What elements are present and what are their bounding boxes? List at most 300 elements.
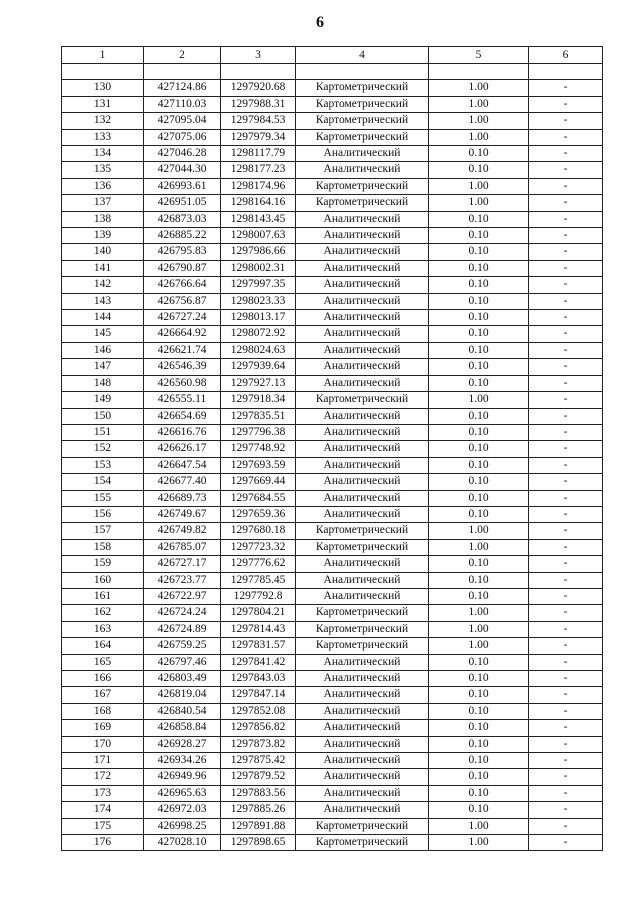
note-cell: - xyxy=(529,195,603,211)
method-cell: Аналитический xyxy=(296,342,429,358)
point-number-cell: 137 xyxy=(62,195,144,211)
note-cell: - xyxy=(529,326,603,342)
method-cell: Аналитический xyxy=(296,457,429,473)
x-coordinate-cell: 427028.10 xyxy=(144,835,221,851)
point-number-cell: 131 xyxy=(62,96,144,112)
method-cell: Аналитический xyxy=(296,441,429,457)
x-coordinate-cell: 426993.61 xyxy=(144,178,221,194)
point-number-cell: 176 xyxy=(62,835,144,851)
accuracy-cell: 0.10 xyxy=(429,588,529,604)
note-cell: - xyxy=(529,539,603,555)
table-row xyxy=(62,621,603,637)
accuracy-cell: 0.10 xyxy=(429,703,529,719)
point-number-cell: 136 xyxy=(62,178,144,194)
point-number-cell: 162 xyxy=(62,605,144,621)
method-cell: Картометрический xyxy=(296,818,429,834)
accuracy-cell: 1.00 xyxy=(429,835,529,851)
table-row xyxy=(62,785,603,801)
note-cell: - xyxy=(529,129,603,145)
x-coordinate-cell: 426803.49 xyxy=(144,671,221,687)
x-coordinate-cell xyxy=(144,64,221,80)
table-row xyxy=(62,80,603,96)
y-coordinate-cell: 1297873.82 xyxy=(221,736,296,752)
method-cell: Аналитический xyxy=(296,588,429,604)
accuracy-cell: 0.10 xyxy=(429,310,529,326)
accuracy-cell: 0.10 xyxy=(429,654,529,670)
accuracy-cell: 0.10 xyxy=(429,687,529,703)
point-number-cell: 171 xyxy=(62,753,144,769)
point-number-cell: 169 xyxy=(62,720,144,736)
x-coordinate-cell: 427124.86 xyxy=(144,80,221,96)
column-header: 3 xyxy=(221,47,296,64)
x-coordinate-cell: 426934.26 xyxy=(144,753,221,769)
method-cell: Картометрический xyxy=(296,178,429,194)
method-cell: Аналитический xyxy=(296,326,429,342)
table-row xyxy=(62,293,603,309)
point-number-cell: 170 xyxy=(62,736,144,752)
method-cell: Аналитический xyxy=(296,654,429,670)
note-cell: - xyxy=(529,654,603,670)
table-row xyxy=(62,638,603,654)
note-cell: - xyxy=(529,785,603,801)
accuracy-cell: 0.10 xyxy=(429,228,529,244)
table-row xyxy=(62,523,603,539)
method-cell: Аналитический xyxy=(296,802,429,818)
x-coordinate-cell: 426555.11 xyxy=(144,392,221,408)
method-cell: Картометрический xyxy=(296,539,429,555)
x-coordinate-cell: 427095.04 xyxy=(144,113,221,129)
note-cell: - xyxy=(529,441,603,457)
note-cell: - xyxy=(529,359,603,375)
y-coordinate-cell: 1297885.26 xyxy=(221,802,296,818)
y-coordinate-cell: 1297997.35 xyxy=(221,277,296,293)
method-cell: Аналитический xyxy=(296,753,429,769)
table-row xyxy=(62,392,603,408)
accuracy-cell xyxy=(429,64,529,80)
x-coordinate-cell: 426840.54 xyxy=(144,703,221,719)
accuracy-cell: 0.10 xyxy=(429,342,529,358)
table-row xyxy=(62,572,603,588)
column-header: 1 xyxy=(62,47,144,64)
x-coordinate-cell: 426885.22 xyxy=(144,228,221,244)
y-coordinate-cell: 1297856.82 xyxy=(221,720,296,736)
table-row xyxy=(62,671,603,687)
x-coordinate-cell: 426795.83 xyxy=(144,244,221,260)
x-coordinate-cell: 426723.77 xyxy=(144,572,221,588)
y-coordinate-cell: 1297984.53 xyxy=(221,113,296,129)
x-coordinate-cell: 427046.28 xyxy=(144,146,221,162)
method-cell: Аналитический xyxy=(296,424,429,440)
point-number-cell: 141 xyxy=(62,260,144,276)
y-coordinate-cell: 1298023.33 xyxy=(221,293,296,309)
accuracy-cell: 1.00 xyxy=(429,178,529,194)
note-cell: - xyxy=(529,96,603,112)
table-row xyxy=(62,195,603,211)
note-cell: - xyxy=(529,802,603,818)
point-number-cell: 173 xyxy=(62,785,144,801)
table-row xyxy=(62,769,603,785)
method-cell: Картометрический xyxy=(296,835,429,851)
note-cell: - xyxy=(529,818,603,834)
method-cell: Картометрический xyxy=(296,113,429,129)
accuracy-cell: 1.00 xyxy=(429,80,529,96)
column-header: 6 xyxy=(529,47,603,64)
point-number-cell: 149 xyxy=(62,392,144,408)
method-cell: Картометрический xyxy=(296,523,429,539)
table-row xyxy=(62,703,603,719)
accuracy-cell: 0.10 xyxy=(429,441,529,457)
note-cell: - xyxy=(529,506,603,522)
x-coordinate-cell: 426951.05 xyxy=(144,195,221,211)
point-number-cell: 161 xyxy=(62,588,144,604)
table-row xyxy=(62,326,603,342)
x-coordinate-cell: 426724.89 xyxy=(144,621,221,637)
x-coordinate-cell: 426749.67 xyxy=(144,506,221,522)
y-coordinate-cell: 1297988.31 xyxy=(221,96,296,112)
accuracy-cell: 0.10 xyxy=(429,785,529,801)
method-cell: Аналитический xyxy=(296,408,429,424)
accuracy-cell: 0.10 xyxy=(429,490,529,506)
accuracy-cell: 0.10 xyxy=(429,802,529,818)
point-number-cell: 145 xyxy=(62,326,144,342)
accuracy-cell: 1.00 xyxy=(429,392,529,408)
table-row xyxy=(62,654,603,670)
x-coordinate-cell: 426819.04 xyxy=(144,687,221,703)
table-row xyxy=(62,687,603,703)
method-cell: Аналитический xyxy=(296,277,429,293)
y-coordinate-cell: 1297804.21 xyxy=(221,605,296,621)
method-cell: Аналитический xyxy=(296,506,429,522)
accuracy-cell: 1.00 xyxy=(429,621,529,637)
point-number-cell: 168 xyxy=(62,703,144,719)
table-row xyxy=(62,260,603,276)
note-cell: - xyxy=(529,671,603,687)
y-coordinate-cell: 1297847.14 xyxy=(221,687,296,703)
accuracy-cell: 0.10 xyxy=(429,424,529,440)
table-header xyxy=(62,47,603,64)
note-cell: - xyxy=(529,457,603,473)
table-row xyxy=(62,113,603,129)
y-coordinate-cell: 1297920.68 xyxy=(221,80,296,96)
method-cell: Картометрический xyxy=(296,195,429,211)
method-cell: Аналитический xyxy=(296,572,429,588)
note-cell: - xyxy=(529,687,603,703)
x-coordinate-cell: 426727.24 xyxy=(144,310,221,326)
table-row xyxy=(62,474,603,490)
note-cell: - xyxy=(529,408,603,424)
table-row xyxy=(62,228,603,244)
y-coordinate-cell: 1297898.65 xyxy=(221,835,296,851)
table-row xyxy=(62,375,603,391)
note-cell: - xyxy=(529,424,603,440)
table-row xyxy=(62,441,603,457)
note-cell: - xyxy=(529,146,603,162)
y-coordinate-cell: 1297792.8 xyxy=(221,588,296,604)
x-coordinate-cell: 426759.25 xyxy=(144,638,221,654)
point-number-cell: 154 xyxy=(62,474,144,490)
point-number-cell xyxy=(62,64,144,80)
method-cell: Аналитический xyxy=(296,244,429,260)
accuracy-cell: 1.00 xyxy=(429,195,529,211)
method-cell: Аналитический xyxy=(296,375,429,391)
point-number-cell: 134 xyxy=(62,146,144,162)
y-coordinate-cell: 1297796.38 xyxy=(221,424,296,440)
note-cell: - xyxy=(529,392,603,408)
accuracy-cell: 1.00 xyxy=(429,605,529,621)
table-row xyxy=(62,129,603,145)
method-cell: Аналитический xyxy=(296,310,429,326)
y-coordinate-cell: 1298174.96 xyxy=(221,178,296,194)
accuracy-cell: 1.00 xyxy=(429,638,529,654)
point-number-cell: 144 xyxy=(62,310,144,326)
point-number-cell: 143 xyxy=(62,293,144,309)
accuracy-cell: 0.10 xyxy=(429,753,529,769)
note-cell: - xyxy=(529,835,603,851)
table-row xyxy=(62,96,603,112)
x-coordinate-cell: 426756.87 xyxy=(144,293,221,309)
y-coordinate-cell: 1297927.13 xyxy=(221,375,296,391)
y-coordinate-cell: 1297979.34 xyxy=(221,129,296,145)
accuracy-cell: 0.10 xyxy=(429,572,529,588)
accuracy-cell: 1.00 xyxy=(429,129,529,145)
table-row xyxy=(62,342,603,358)
table-row xyxy=(62,720,603,736)
point-number-cell: 140 xyxy=(62,244,144,260)
x-coordinate-cell: 426797.46 xyxy=(144,654,221,670)
method-cell: Аналитический xyxy=(296,359,429,375)
note-cell xyxy=(529,64,603,80)
note-cell: - xyxy=(529,523,603,539)
note-cell: - xyxy=(529,80,603,96)
y-coordinate-cell: 1298072.92 xyxy=(221,326,296,342)
x-coordinate-cell: 426766.64 xyxy=(144,277,221,293)
header-row xyxy=(62,47,603,64)
accuracy-cell: 0.10 xyxy=(429,769,529,785)
note-cell: - xyxy=(529,277,603,293)
x-coordinate-cell: 426654.69 xyxy=(144,408,221,424)
y-coordinate-cell: 1297883.56 xyxy=(221,785,296,801)
accuracy-cell: 0.10 xyxy=(429,277,529,293)
method-cell: Аналитический xyxy=(296,162,429,178)
table-row xyxy=(62,835,603,851)
point-number-cell: 165 xyxy=(62,654,144,670)
x-coordinate-cell: 426785.07 xyxy=(144,539,221,555)
page-number: 6 xyxy=(316,14,324,31)
note-cell: - xyxy=(529,162,603,178)
point-number-cell: 172 xyxy=(62,769,144,785)
note-cell: - xyxy=(529,638,603,654)
y-coordinate-cell: 1297785.45 xyxy=(221,572,296,588)
accuracy-cell: 0.10 xyxy=(429,720,529,736)
x-coordinate-cell: 426727.17 xyxy=(144,556,221,572)
accuracy-cell: 0.10 xyxy=(429,506,529,522)
coordinates-table xyxy=(61,46,603,851)
point-number-cell: 142 xyxy=(62,277,144,293)
table-row xyxy=(62,556,603,572)
point-number-cell: 157 xyxy=(62,523,144,539)
y-coordinate-cell: 1297891.88 xyxy=(221,818,296,834)
table-row xyxy=(62,244,603,260)
table-row xyxy=(62,359,603,375)
y-coordinate-cell: 1297680.18 xyxy=(221,523,296,539)
point-number-cell: 175 xyxy=(62,818,144,834)
table-row xyxy=(62,490,603,506)
x-coordinate-cell: 426928.27 xyxy=(144,736,221,752)
point-number-cell: 174 xyxy=(62,802,144,818)
note-cell: - xyxy=(529,736,603,752)
method-cell: Картометрический xyxy=(296,392,429,408)
note-cell: - xyxy=(529,310,603,326)
point-number-cell: 146 xyxy=(62,342,144,358)
y-coordinate-cell: 1298024.63 xyxy=(221,342,296,358)
method-cell: Аналитический xyxy=(296,556,429,572)
y-coordinate-cell: 1297776.62 xyxy=(221,556,296,572)
table-row xyxy=(62,310,603,326)
column-header: 5 xyxy=(429,47,529,64)
method-cell: Картометрический xyxy=(296,96,429,112)
point-number-cell: 152 xyxy=(62,441,144,457)
point-number-cell: 164 xyxy=(62,638,144,654)
accuracy-cell: 0.10 xyxy=(429,457,529,473)
y-coordinate-cell xyxy=(221,64,296,80)
note-cell: - xyxy=(529,113,603,129)
method-cell: Картометрический xyxy=(296,621,429,637)
point-number-cell: 160 xyxy=(62,572,144,588)
note-cell: - xyxy=(529,293,603,309)
note-cell: - xyxy=(529,769,603,785)
method-cell: Аналитический xyxy=(296,146,429,162)
y-coordinate-cell: 1297684.55 xyxy=(221,490,296,506)
y-coordinate-cell: 1298013.17 xyxy=(221,310,296,326)
note-cell: - xyxy=(529,211,603,227)
y-coordinate-cell: 1298117.79 xyxy=(221,146,296,162)
table-row xyxy=(62,588,603,604)
method-cell: Аналитический xyxy=(296,490,429,506)
x-coordinate-cell: 426546.39 xyxy=(144,359,221,375)
table-row xyxy=(62,211,603,227)
y-coordinate-cell: 1297814.43 xyxy=(221,621,296,637)
accuracy-cell: 0.10 xyxy=(429,260,529,276)
method-cell: Картометрический xyxy=(296,129,429,145)
point-number-cell: 133 xyxy=(62,129,144,145)
accuracy-cell: 0.10 xyxy=(429,359,529,375)
note-cell: - xyxy=(529,720,603,736)
note-cell: - xyxy=(529,703,603,719)
method-cell: Аналитический xyxy=(296,736,429,752)
y-coordinate-cell: 1297918.34 xyxy=(221,392,296,408)
x-coordinate-cell: 426749.82 xyxy=(144,523,221,539)
y-coordinate-cell: 1297835.51 xyxy=(221,408,296,424)
x-coordinate-cell: 426965.63 xyxy=(144,785,221,801)
method-cell: Аналитический xyxy=(296,228,429,244)
note-cell: - xyxy=(529,605,603,621)
y-coordinate-cell: 1297659.36 xyxy=(221,506,296,522)
note-cell: - xyxy=(529,474,603,490)
point-number-cell: 159 xyxy=(62,556,144,572)
y-coordinate-cell: 1298002.31 xyxy=(221,260,296,276)
table-row xyxy=(62,457,603,473)
y-coordinate-cell: 1297879.52 xyxy=(221,769,296,785)
note-cell: - xyxy=(529,490,603,506)
method-cell: Аналитический xyxy=(296,211,429,227)
method-cell: Аналитический xyxy=(296,720,429,736)
x-coordinate-cell: 426949.96 xyxy=(144,769,221,785)
point-number-cell: 150 xyxy=(62,408,144,424)
accuracy-cell: 0.10 xyxy=(429,326,529,342)
x-coordinate-cell: 426626.17 xyxy=(144,441,221,457)
x-coordinate-cell: 426873.03 xyxy=(144,211,221,227)
column-header: 4 xyxy=(296,47,429,64)
table-row xyxy=(62,506,603,522)
accuracy-cell: 0.10 xyxy=(429,293,529,309)
method-cell: Аналитический xyxy=(296,769,429,785)
accuracy-cell: 0.10 xyxy=(429,244,529,260)
accuracy-cell: 1.00 xyxy=(429,523,529,539)
point-number-cell: 158 xyxy=(62,539,144,555)
note-cell: - xyxy=(529,178,603,194)
table-row xyxy=(62,64,603,80)
table-row xyxy=(62,605,603,621)
note-cell: - xyxy=(529,244,603,260)
point-number-cell: 135 xyxy=(62,162,144,178)
table-body xyxy=(62,64,603,851)
x-coordinate-cell: 426689.73 xyxy=(144,490,221,506)
note-cell: - xyxy=(529,621,603,637)
point-number-cell: 138 xyxy=(62,211,144,227)
note-cell: - xyxy=(529,342,603,358)
y-coordinate-cell: 1297669.44 xyxy=(221,474,296,490)
column-header: 2 xyxy=(144,47,221,64)
table-row xyxy=(62,162,603,178)
x-coordinate-cell: 426790.87 xyxy=(144,260,221,276)
y-coordinate-cell: 1297875.42 xyxy=(221,753,296,769)
table-row xyxy=(62,818,603,834)
method-cell: Картометрический xyxy=(296,80,429,96)
x-coordinate-cell: 427075.06 xyxy=(144,129,221,145)
y-coordinate-cell: 1297843.03 xyxy=(221,671,296,687)
point-number-cell: 153 xyxy=(62,457,144,473)
y-coordinate-cell: 1298177.23 xyxy=(221,162,296,178)
x-coordinate-cell: 427110.03 xyxy=(144,96,221,112)
method-cell: Аналитический xyxy=(296,474,429,490)
method-cell: Аналитический xyxy=(296,785,429,801)
x-coordinate-cell: 426560.98 xyxy=(144,375,221,391)
note-cell: - xyxy=(529,572,603,588)
accuracy-cell: 0.10 xyxy=(429,474,529,490)
x-coordinate-cell: 426972.03 xyxy=(144,802,221,818)
point-number-cell: 166 xyxy=(62,671,144,687)
table-row xyxy=(62,146,603,162)
accuracy-cell: 1.00 xyxy=(429,113,529,129)
point-number-cell: 139 xyxy=(62,228,144,244)
accuracy-cell: 0.10 xyxy=(429,162,529,178)
y-coordinate-cell: 1298143.45 xyxy=(221,211,296,227)
point-number-cell: 148 xyxy=(62,375,144,391)
method-cell: Картометрический xyxy=(296,605,429,621)
y-coordinate-cell: 1297831.57 xyxy=(221,638,296,654)
point-number-cell: 147 xyxy=(62,359,144,375)
table-row xyxy=(62,539,603,555)
note-cell: - xyxy=(529,753,603,769)
y-coordinate-cell: 1297939.64 xyxy=(221,359,296,375)
method-cell: Аналитический xyxy=(296,260,429,276)
method-cell: Аналитический xyxy=(296,293,429,309)
method-cell xyxy=(296,64,429,80)
x-coordinate-cell: 426677.40 xyxy=(144,474,221,490)
accuracy-cell: 0.10 xyxy=(429,556,529,572)
y-coordinate-cell: 1297986.66 xyxy=(221,244,296,260)
x-coordinate-cell: 426647.54 xyxy=(144,457,221,473)
